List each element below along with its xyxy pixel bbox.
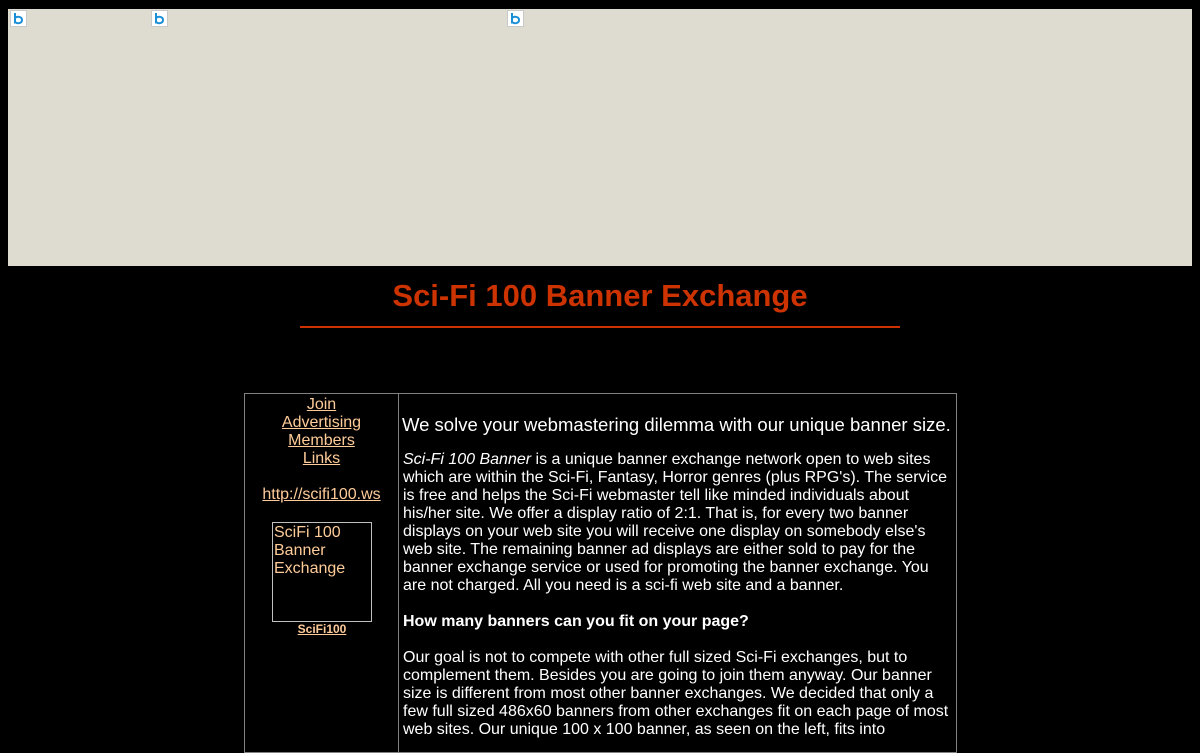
ad-choice-icon[interactable] (10, 10, 27, 27)
banner-image[interactable] (272, 522, 372, 622)
nav-link-advertising[interactable]: Advertising (281, 414, 362, 431)
title-divider (300, 326, 900, 328)
intro-text: is a unique banner exchange network open to web sites which are within the Sci-Fi, Fantasy, Horror genres (plus RPG's). The service is free and helps the Sci-Fi webmaster tell like minded individuals about his/her site. We offer a display ratio of 2:1. That is, for every two banner displays on your web site you will receive one display on somebody else's web site. The remaining banner ad displays are either sold to pay for the banner exchange service or used for promoting the banner exchange. You are not charged. All you need is a sci-fi web site and a banner. (403, 451, 947, 594)
main-content (402, 394, 950, 739)
section-heading: How many banners can you fit on your page? (403, 613, 749, 630)
intro-name: Sci-Fi 100 Banner (403, 451, 532, 468)
lead-text: We solve your webmastering dilemma with our unique banner size. (402, 414, 951, 435)
ad-banner-area[interactable] (8, 9, 1192, 266)
main-layout-table (244, 393, 957, 753)
intro-paragraph (402, 451, 950, 595)
sidebar-nav (245, 394, 399, 752)
ad-choice-icon[interactable] (151, 10, 168, 27)
banner-caption-link[interactable]: SciFi100 (297, 622, 347, 636)
nav-list (245, 394, 398, 468)
ad-choice-icon[interactable] (507, 10, 524, 27)
banner-alt-text: SciFi 100 Banner Exchange (274, 524, 346, 577)
site-url-link[interactable]: http://scifi100.ws (262, 486, 381, 503)
nav-link-members[interactable]: Members (288, 432, 355, 449)
nav-link-join[interactable]: Join (306, 396, 337, 413)
page-title: Sci-Fi 100 Banner Exchange (392, 278, 808, 313)
nav-link-links[interactable]: Links (302, 450, 341, 467)
goal-paragraph: Our goal is not to compete with other full sized Sci-Fi exchanges, but to complement them. Besides you are going to join them anyway. Our banner size is different from most other banner exchanges. We decided that only a few full sized 486x60 banners from other exchanges fit on each page of most web sites. Our unique 100 x 100 banner, as seen on the left, fits into (403, 649, 949, 738)
